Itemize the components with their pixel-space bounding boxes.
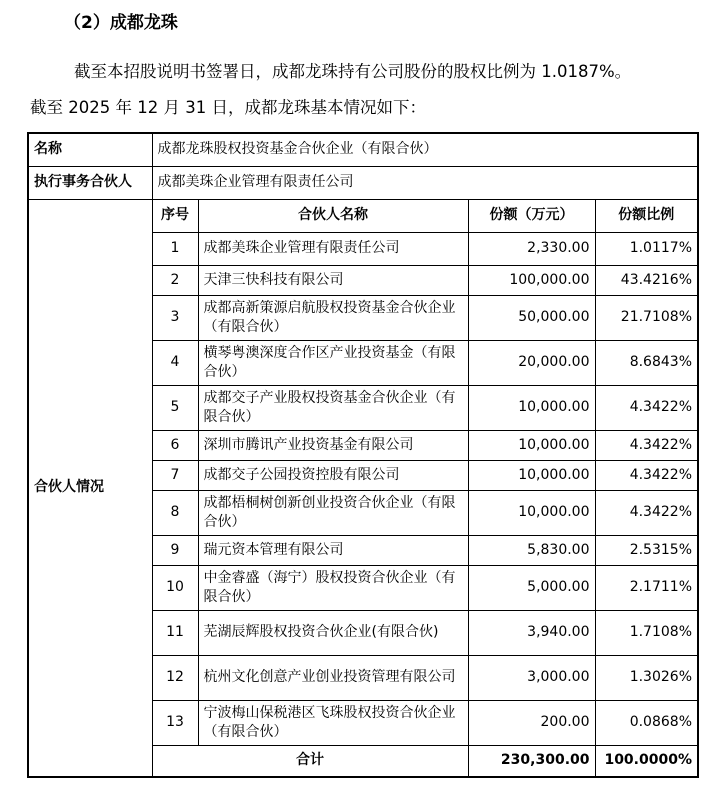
row-amount: 200.00 [468,700,595,745]
row-ratio: 4.3422% [595,490,698,535]
row-no: 13 [152,700,198,745]
row-amount: 10,000.00 [468,430,595,460]
col-header-no: 序号 [152,199,198,232]
gp-label: 执行事务合伙人 [28,166,152,199]
row-no: 6 [152,430,198,460]
col-header-name: 合伙人名称 [198,199,468,232]
row-amount: 2,330.00 [468,232,595,265]
intro-paragraph: 截至本招股说明书签署日，成都龙珠持有公司股份的股权比例为 1.0187%。 [74,62,632,81]
name-label: 名称 [28,133,152,166]
row-no: 4 [152,340,198,385]
row-ratio: 0.0868% [595,700,698,745]
row-amount: 10,000.00 [468,385,595,430]
row-ratio: 4.3422% [595,430,698,460]
row-ratio: 21.7108% [595,295,698,340]
total-label: 合计 [152,745,468,777]
row-partner-name: 中金睿盛（海宁）股权投资合伙企业（有限合伙） [198,565,468,610]
partners-label: 合伙人情况 [28,199,152,777]
row-ratio: 1.0117% [595,232,698,265]
row-ratio: 4.3422% [595,385,698,430]
row-ratio: 4.3422% [595,460,698,490]
row-amount: 3,000.00 [468,655,595,700]
row-partner-name: 天津三快科技有限公司 [198,265,468,295]
row-no: 5 [152,385,198,430]
row-ratio: 43.4216% [595,265,698,295]
row-no: 12 [152,655,198,700]
row-no: 2 [152,265,198,295]
row-partner-name: 成都梧桐树创新创业投资合伙企业（有限合伙） [198,490,468,535]
section-heading: （2）成都龙珠 [64,13,178,33]
row-partner-name: 成都交子公园投资控股有限公司 [198,460,468,490]
row-ratio: 1.7108% [595,610,698,655]
name-value: 成都龙珠股权投资基金合伙企业（有限合伙） [152,133,698,166]
row-no: 1 [152,232,198,265]
row-partner-name: 横琴粤澳深度合作区产业投资基金（有限合伙） [198,340,468,385]
row-amount: 10,000.00 [468,460,595,490]
row-partner-name: 成都高新策源启航股权投资基金合伙企业（有限合伙） [198,295,468,340]
row-partner-name: 成都交子产业股权投资基金合伙企业（有限合伙） [198,385,468,430]
row-partner-name: 成都美珠企业管理有限责任公司 [198,232,468,265]
row-partner-name: 宁波梅山保税港区飞珠股权投资合伙企业（有限合伙） [198,700,468,745]
date-paragraph: 截至 2025 年 12 月 31 日，成都龙珠基本情况如下： [30,98,426,117]
row-partner-name: 瑞元资本管理有限公司 [198,535,468,565]
row-amount: 10,000.00 [468,490,595,535]
row-amount: 20,000.00 [468,340,595,385]
row-no: 9 [152,535,198,565]
row-amount: 5,830.00 [468,535,595,565]
col-header-amount: 份额（万元） [468,199,595,232]
row-no: 7 [152,460,198,490]
total-ratio: 100.0000% [595,745,698,777]
row-no: 11 [152,610,198,655]
row-ratio: 2.5315% [595,535,698,565]
row-ratio: 2.1711% [595,565,698,610]
row-amount: 3,940.00 [468,610,595,655]
row-partner-name: 深圳市腾讯产业投资基金有限公司 [198,430,468,460]
row-amount: 50,000.00 [468,295,595,340]
row-no: 10 [152,565,198,610]
row-ratio: 1.3026% [595,655,698,700]
row-no: 3 [152,295,198,340]
row-partner-name: 芜湖辰辉股权投资合伙企业(有限合伙) [198,610,468,655]
row-amount: 5,000.00 [468,565,595,610]
partnership-info-table [27,132,699,778]
row-no: 8 [152,490,198,535]
row-amount: 100,000.00 [468,265,595,295]
row-partner-name: 杭州文化创意产业创业投资管理有限公司 [198,655,468,700]
row-ratio: 8.6843% [595,340,698,385]
gp-value: 成都美珠企业管理有限责任公司 [152,166,698,199]
total-amount: 230,300.00 [468,745,595,777]
col-header-ratio: 份额比例 [595,199,698,232]
